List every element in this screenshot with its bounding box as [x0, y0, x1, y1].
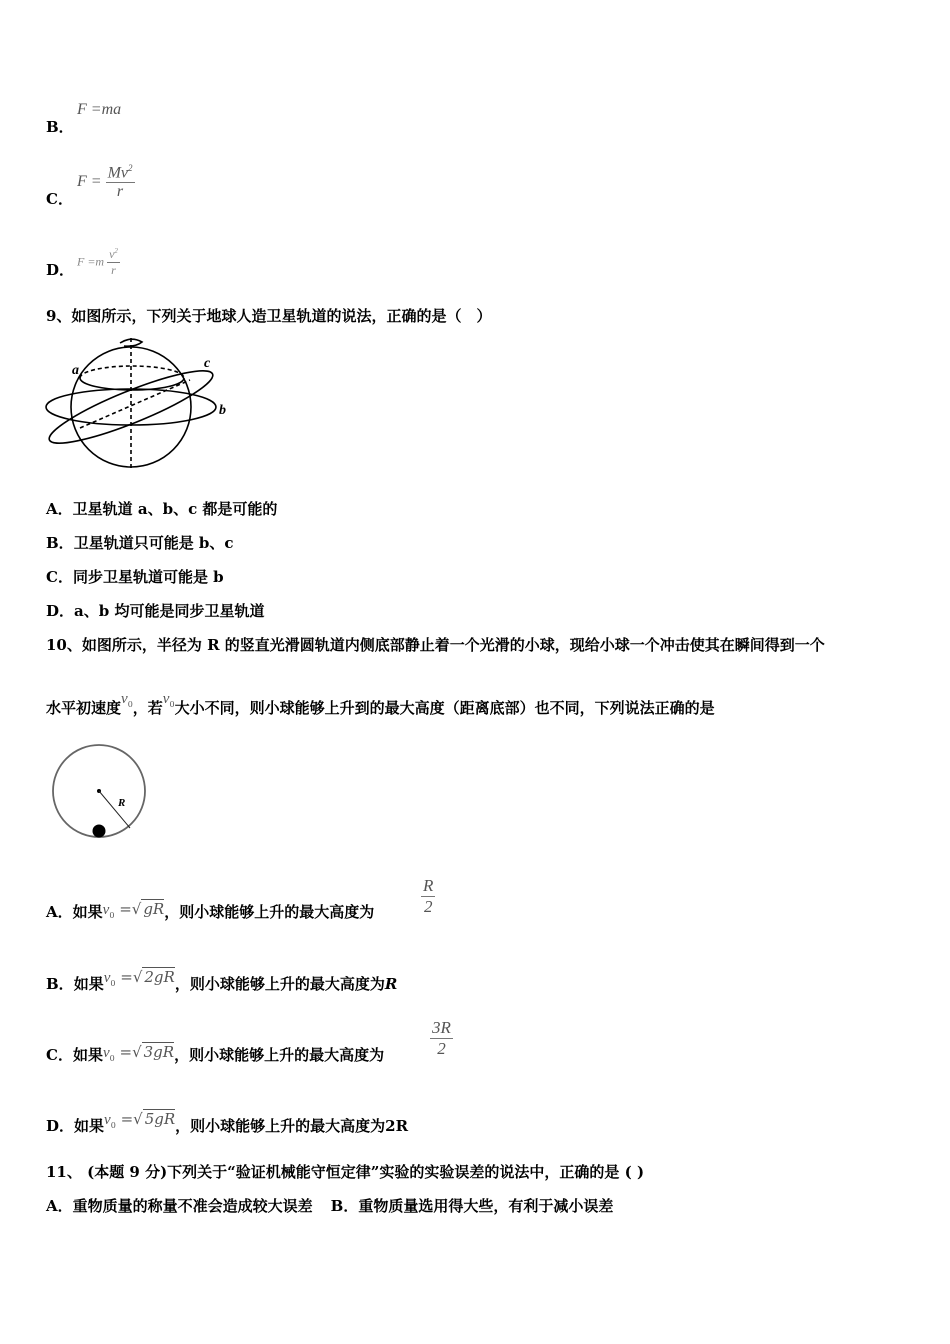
q10-option-d-answer: 2R — [385, 1117, 409, 1135]
q9-option-a — [46, 498, 277, 519]
radius-label: R — [118, 797, 126, 809]
q11-options-row — [46, 1195, 613, 1216]
orbit-label-b: b — [219, 403, 226, 418]
q11-option-a-label: A． — [46, 1197, 73, 1215]
q10-option-d-pre: 如果 — [74, 1117, 105, 1135]
orbit-label-c: c — [204, 356, 211, 371]
q10-v0-second: $v_0$ — [162, 691, 175, 709]
q10-stem-line1: 10、如图所示，半径为 R 的竖直光滑圆轨道内侧底部静止着一个光滑的小球，现给小球一个冲击使其在瞬间得到一个 — [46, 636, 825, 654]
q10-option-b-label: B． — [46, 975, 74, 993]
q8-option-d-sup: 2 — [114, 247, 118, 255]
radius-line — [99, 791, 130, 828]
q8-option-b-label: B． — [46, 118, 74, 136]
q11-option-b-label: B． — [330, 1197, 359, 1215]
q10-stem-part-c: 大小不同，则小球能够上升到的最大高度（距离底部）也不同，下列说法正确的是 — [174, 699, 715, 717]
q10-option-b-answer: R — [384, 975, 398, 993]
q8-option-c-den: r — [116, 183, 124, 201]
q10-option-c — [46, 1044, 384, 1066]
q10-option-c-pre: 如果 — [72, 1046, 103, 1064]
orbit-a-back — [80, 366, 184, 378]
q10-circle-figure — [46, 740, 156, 845]
q8-option-d-formula — [77, 247, 120, 278]
q10-option-d — [46, 1110, 409, 1137]
orbit-label-a: a — [72, 363, 79, 378]
q9-option-c-text: 同步卫星轨道可能是 b — [72, 568, 224, 586]
q9-option-d-text: a、b 均可能是同步卫星轨道 — [74, 602, 265, 620]
q10-option-b-pre: 如果 — [73, 975, 104, 993]
q8-option-c-formula — [77, 163, 135, 201]
q10-option-a — [46, 901, 374, 923]
q11-option-b-text: 重物质量选用得大些，有利于减小误差 — [358, 1197, 614, 1215]
q10-option-b — [46, 968, 398, 995]
orbit-a-front — [80, 378, 184, 390]
q11-stem: 11、 (本题 9 分)下列关于“验证机械能守恒定律”实验的实验误差的说法中，正确的是 ( ) — [46, 1163, 645, 1181]
q10-option-d-condition: $v_0$ =√ 5gR — [104, 1110, 176, 1130]
earth-circle — [71, 347, 191, 467]
q10-option-d-mid: ，则小球能够上升的最大高度为 — [175, 1117, 386, 1135]
q10-stem-line2 — [46, 691, 715, 719]
q9-option-c — [46, 566, 224, 587]
q8-option-d-lhs: F =m — [77, 254, 105, 269]
q10-v0-first: $v_0$ — [121, 691, 133, 709]
q9-option-d-label: D． — [46, 602, 75, 620]
q10-option-d-label: D． — [46, 1117, 75, 1135]
q8-option-c-label: C． — [46, 190, 73, 208]
q10-option-b-condition: $v_0$ =√ 2gR — [103, 968, 175, 988]
q10-stem-part-b: ，若 — [132, 699, 163, 717]
q10-option-c-condition: $v_0$ =√ 3gR — [102, 1043, 175, 1063]
q10-option-a-pre: 如果 — [72, 903, 103, 921]
q10-option-c-answer: $\frac{3R}{2}$ — [432, 1018, 451, 1058]
q8-option-b-formula: F =ma — [77, 101, 122, 118]
q8-option-d-den: r — [111, 263, 116, 277]
q10-option-a-label: A． — [46, 903, 73, 921]
q9-option-c-label: C． — [46, 568, 73, 586]
q9-option-a-text: 卫星轨道 a、b、c 都是可能的 — [72, 500, 278, 518]
q9-stem: 9、如图所示，下列关于地球人造卫星轨道的说法，正确的是（ ） — [46, 307, 492, 325]
q8-option-c-sup: 2 — [128, 163, 133, 173]
q10-option-c-mid: ，则小球能够上升的最大高度为 — [174, 1046, 385, 1064]
q9-option-d — [46, 600, 264, 621]
q10-option-b-mid: ，则小球能够上升的最大高度为 — [174, 975, 385, 993]
q9-option-b — [46, 532, 234, 553]
q8-option-c-lhs: F = — [77, 172, 102, 190]
q8-option-c-num: Mv — [107, 164, 129, 182]
q9-option-a-label: A． — [46, 500, 73, 518]
q11-option-a-text: 重物质量的称量不准会造成较大误差 — [72, 1197, 313, 1215]
q8-option-d-label: D． — [46, 261, 75, 279]
q10-option-a-mid: ，则小球能够上升的最大高度为 — [164, 903, 375, 921]
q9-option-b-label: B． — [46, 534, 74, 552]
q8-option-d-num: v — [109, 247, 115, 261]
q9-orbit-figure — [40, 334, 240, 472]
q9-option-b-text: 卫星轨道只可能是 b、c — [73, 534, 234, 552]
ball — [93, 825, 106, 838]
q10-option-c-label: C． — [46, 1046, 73, 1064]
q10-option-a-answer: $\frac{R}{2}$ — [423, 876, 434, 916]
q10-stem-part-a: 水平初速度 — [46, 699, 122, 717]
q10-option-a-condition: $v_0$ =√ gR — [102, 900, 165, 920]
